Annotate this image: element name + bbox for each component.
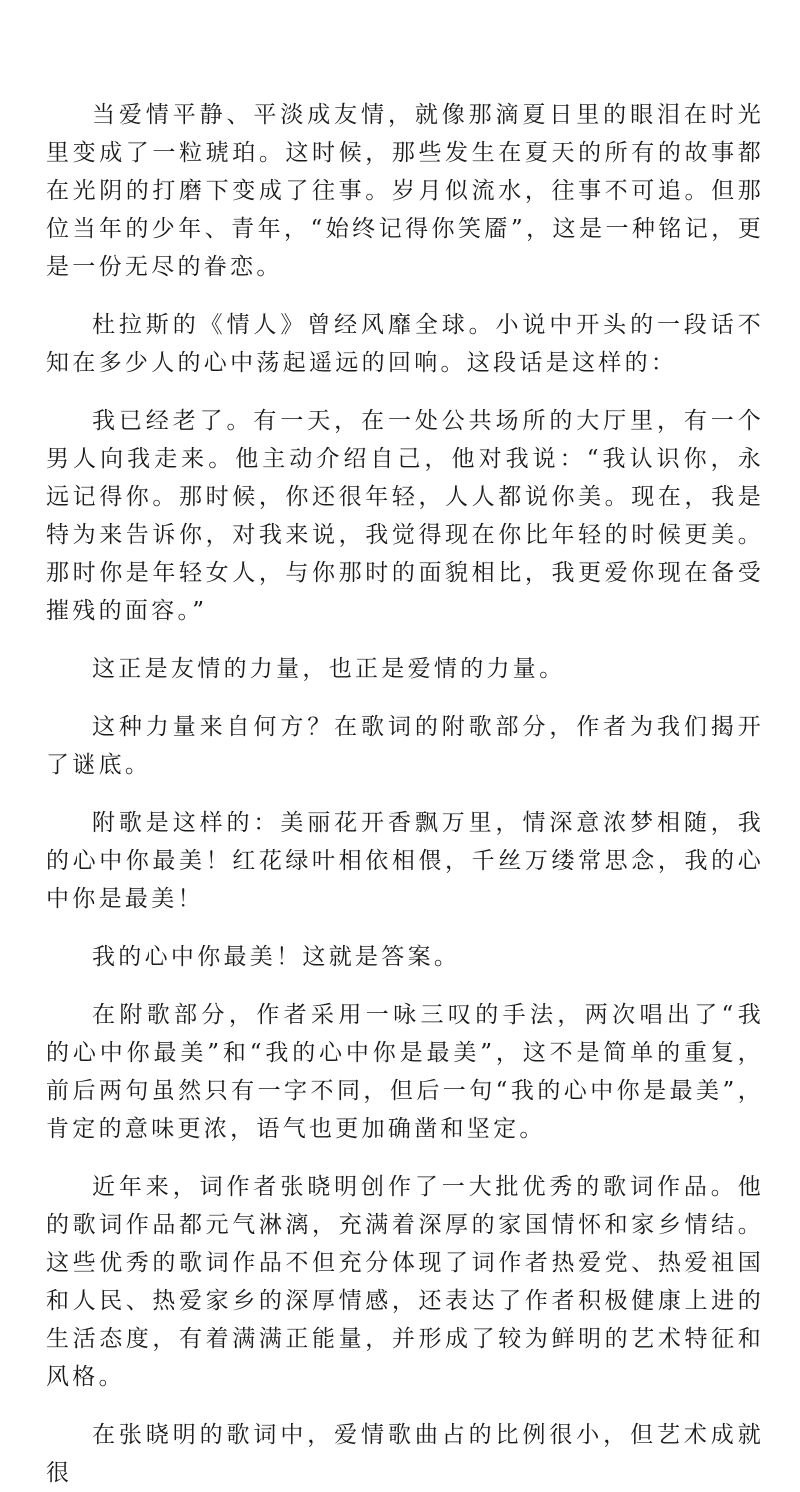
paragraph-7: 我的心中你最美！这就是答案。 xyxy=(92,944,461,970)
paragraph-4: 这正是友情的力量，也正是爱情的力量。 xyxy=(92,656,566,682)
paragraph-1: 当爱情平静、平淡成友情，就像那滴夏日里的眼泪在时光里变成了一粒琥珀。这时候，那些发生在夏天的所有的故事都在光阴的打磨下变成了往事。岁月似流水，往事不可追。但那位当年的少年、青年，“始终记得你笑靥”，这是一种铭记，更是一份无尽的眷恋。 xyxy=(46,102,764,280)
paragraph-8: 在附歌部分，作者采用一咏三叹的手法，两次唱出了“我的心中你最美”和“我的心中你是最美”，这不是简单的重复，前后两句虽然只有一字不同，但后一句“我的心中你是最美”，肯定的意味更浓，语气也更加确凿和坚定。 xyxy=(46,1002,764,1142)
paragraph-9: 近年来，词作者张晓明创作了一大批优秀的歌词作品。他的歌词作品都元气淋漓，充满着深厚的家国情怀和家乡情结。这些优秀的歌词作品不但充分体现了词作者热爱党、热爱祖国和人民、热爱家乡的深厚情感，还表达了作者积极健康上进的生活态度，有着满满正能量，并形成了较为鲜明的艺术特征和风格。 xyxy=(46,1174,764,1390)
paragraph-2: 杜拉斯的《情人》曾经风靡全球。小说中开头的一段话不知在多少人的心中荡起遥远的回响。这段话是这样的： xyxy=(46,312,764,376)
paragraph-5: 这种力量来自何方？在歌词的附歌部分，作者为我们揭开了谜底。 xyxy=(46,714,764,778)
paragraph-3: 我已经老了。有一天，在一处公共场所的大厅里，有一个男人向我走来。他主动介绍自己，他对我说：“我认识你，永远记得你。那时候，你还很年轻，人人都说你美。现在，我是特为来告诉你，对我来说，我觉得现在你比年轻的时候更美。那时你是年轻女人，与你那时的面貌相比，我更爱你现在备受摧残的面容。” xyxy=(46,408,764,624)
paragraph-6: 附歌是这样的：美丽花开香飘万里，情深意浓梦相随，我的心中你最美！红花绿叶相依相偎，千丝万缕常思念，我的心中你是最美！ xyxy=(46,810,764,912)
paragraph-10: 在张晓明的歌词中，爱情歌曲占的比例很小，但艺术成就很 xyxy=(46,1422,764,1486)
